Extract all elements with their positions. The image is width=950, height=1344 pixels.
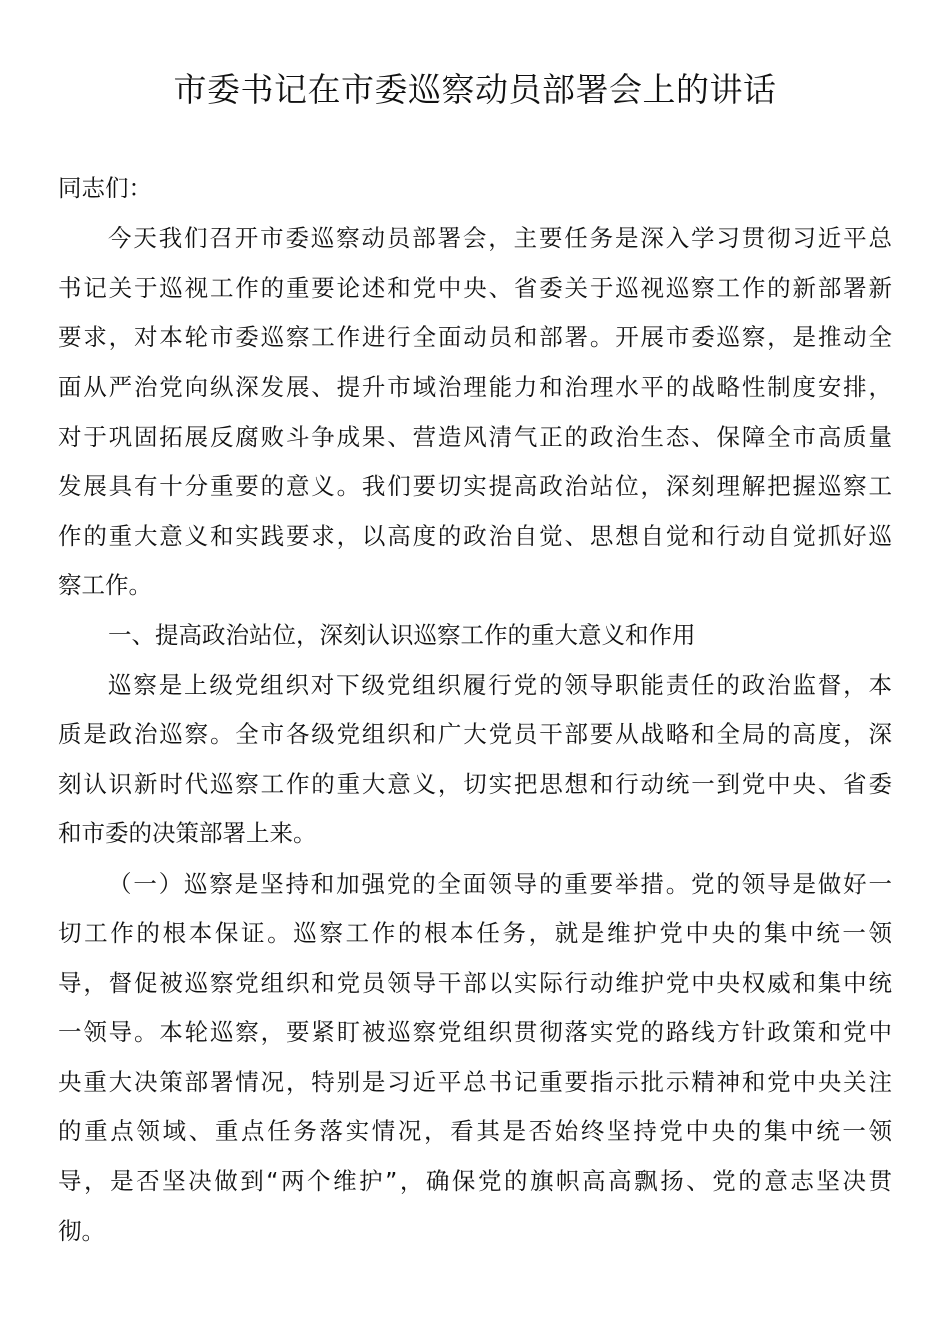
paragraph-line: 央重大决策部署情况，特别是习近平总书记重要指示批示精神和党中央关注 [58,1068,892,1096]
paragraph-line: 作的重大意义和实践要求，以高度的政治自觉、思想自觉和行动自觉抓好巡 [58,522,892,550]
paragraph-line: 今天我们召开市委巡察动员部署会，主要任务是深入学习贯彻习近平总 [108,224,892,252]
salutation: 同志们： [58,174,152,202]
paragraph-line: 发展具有十分重要的意义。我们要切实提高政治站位，深刻理解把握巡察工 [58,472,892,500]
paragraph-line: 导，是否坚决做到“两个维护”，确保党的旗帜高高飘扬、党的意志坚决贯 [58,1167,892,1195]
paragraph-line: 刻认识新时代巡察工作的重大意义，切实把思想和行动统一到党中央、省委 [58,770,892,798]
paragraph-line: 切工作的根本保证。巡察工作的根本任务，就是维护党中央的集中统一领 [58,919,892,947]
paragraph-line: 察工作。 [58,571,152,599]
paragraph-line: 导，督促被巡察党组织和党员领导干部以实际行动维护党中央权威和集中统 [58,969,892,997]
document-title: 市委书记在市委巡察动员部署会上的讲话 [173,70,777,109]
paragraph-line: 的重点领域、重点任务落实情况，看其是否始终坚持党中央的集中统一领 [58,1117,892,1145]
paragraph-line: 质是政治巡察。全市各级党组织和广大党员干部要从战略和全局的高度，深 [58,720,892,748]
paragraph-line: 书记关于巡视工作的重要论述和党中央、省委关于巡视巡察工作的新部署新 [58,274,892,302]
paragraph-line: 要求，对本轮市委巡察工作进行全面动员和部署。开展市委巡察，是推动全 [58,323,892,351]
paragraph-line: 巡察是上级党组织对下级党组织履行党的领导职能责任的政治监督，本 [108,671,892,699]
paragraph-line: 彻。 [58,1217,105,1245]
paragraph-line: （一）巡察是坚持和加强党的全面领导的重要举措。党的领导是做好一 [108,870,892,898]
paragraph-line: 和市委的决策部署上来。 [58,819,317,847]
section-heading: 一、提高政治站位，深刻认识巡察工作的重大意义和作用 [108,621,696,649]
paragraph-line: 一领导。本轮巡察，要紧盯被巡察党组织贯彻落实党的路线方针政策和党中 [58,1018,892,1046]
paragraph-line: 对于巩固拓展反腐败斗争成果、营造风清气正的政治生态、保障全市高质量 [58,423,892,451]
paragraph-line: 面从严治党向纵深发展、提升市域治理能力和治理水平的战略性制度安排， [58,373,892,401]
